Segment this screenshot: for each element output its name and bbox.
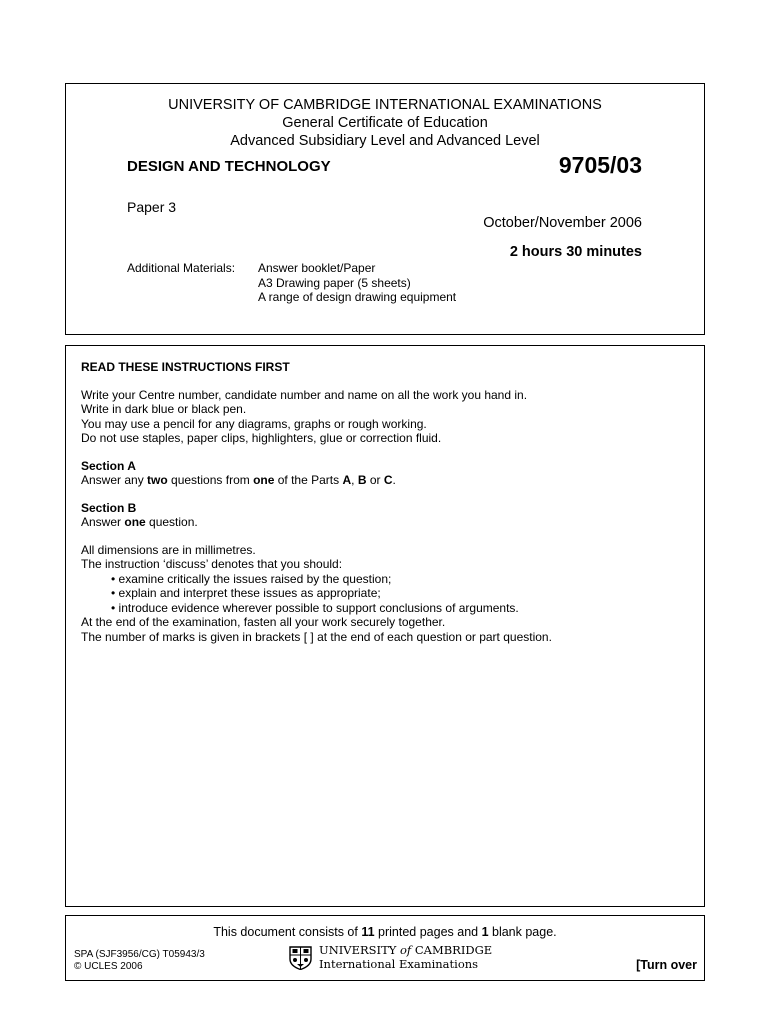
paper-number: Paper 3	[127, 199, 177, 215]
fasten-note: At the end of the examination, fasten all your work securely together.	[81, 615, 446, 629]
dimensions-note: All dimensions are in millimetres.	[81, 542, 256, 557]
turn-over: [Turn over	[636, 958, 697, 972]
materials-item: A range of design drawing equipment	[258, 290, 457, 304]
exam-duration: 2 hours 30 minutes	[509, 244, 642, 260]
university-name: UNIVERSITY OF CAMBRIDGE INTERNATIONAL EXAMINATIONS	[168, 97, 602, 113]
logo-line-1: UNIVERSITY of CAMBRIDGE	[319, 943, 493, 957]
materials-item: A3 Drawing paper (5 sheets)	[258, 275, 411, 290]
materials-list	[258, 261, 456, 305]
subject-title: DESIGN AND TECHNOLOGY	[127, 158, 331, 175]
discuss-bullet: • explain and interpret these issues as appropriate;	[111, 586, 381, 600]
cambridge-logo	[288, 944, 492, 971]
discuss-bullet: • introduce evidence wherever possible to support conclusions of arguments.	[111, 600, 519, 615]
materials-item: Answer booklet/Paper	[258, 261, 376, 275]
discuss-bullet: • examine critically the issues raised by the question;	[111, 571, 392, 586]
instructions-box	[65, 345, 705, 907]
copyright: © UCLES 2006	[74, 960, 143, 972]
paper-code: 9705/03	[558, 152, 642, 178]
instructions-title: READ THESE INSTRUCTIONS FIRST	[81, 360, 290, 374]
materials-label: Additional Materials:	[127, 261, 236, 275]
reference-code: SPA (SJF3956/CG) T05943/3	[74, 949, 205, 960]
section-b-heading: Section B	[81, 500, 137, 515]
exam-level: Advanced Subsidiary Level and Advanced Level	[230, 133, 540, 149]
section-b-instruction: Answer one question.	[81, 515, 198, 529]
logo-line-2: International Examinations	[319, 956, 479, 971]
marks-note: The number of marks is given in brackets [ ] at the end of each question or part question.	[81, 629, 552, 644]
footer-box	[65, 915, 705, 981]
section-a-instruction: Answer any two questions from one of the Parts A, B or C.	[81, 473, 396, 487]
exam-session: October/November 2006	[483, 215, 642, 231]
instruction-line: Write your Centre number, candidate number and name on all the work you hand in.	[81, 387, 528, 402]
page-count: This document consists of 11 printed pages and 1 blank page.	[213, 925, 557, 939]
discuss-intro: The instruction ‘discuss’ denotes that you should:	[81, 557, 343, 571]
document-reference	[74, 949, 205, 972]
instruction-line: You may use a pencil for any diagrams, graphs or rough working.	[81, 416, 427, 431]
instruction-line: Write in dark blue or black pen.	[81, 402, 247, 416]
crest-icon	[288, 946, 313, 970]
header-box	[65, 83, 705, 335]
section-a-heading: Section A	[81, 458, 136, 473]
instruction-line: Do not use staples, paper clips, highlighters, glue or correction fluid.	[81, 431, 442, 445]
certificate-name: General Certificate of Education	[282, 115, 488, 131]
